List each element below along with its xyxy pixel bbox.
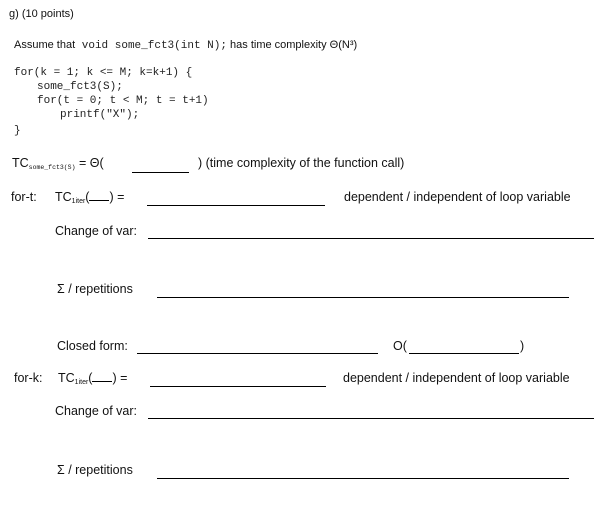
assume-suffix: has time complexity Θ(N³) <box>226 39 358 51</box>
paren-open: ( <box>88 371 93 385</box>
paren-open: ( <box>85 190 90 204</box>
code-line-5: } <box>14 125 21 137</box>
for-t-tc <box>55 190 124 205</box>
closed-form-label: Closed form: <box>57 339 128 353</box>
tc-subscript: 1iter <box>74 379 89 386</box>
sum-repetitions-label-2: Σ / repetitions <box>57 463 133 477</box>
answer-blank-for-k-arg[interactable] <box>92 372 112 382</box>
assume-code: void some_fct3(int N); <box>75 40 227 52</box>
tc-subscript: some_fct3(S) <box>28 164 76 171</box>
code-line-3: for(t = 0; t < M; t = t+1) <box>37 95 209 107</box>
answer-blank-sum-repetitions-1[interactable] <box>157 297 569 298</box>
answer-blank-for-k-tc[interactable] <box>150 386 326 387</box>
answer-blank-big-o[interactable] <box>409 353 519 354</box>
answer-blank-for-t-arg[interactable] <box>89 191 109 201</box>
answer-blank-closed-form[interactable] <box>137 353 378 354</box>
tc-call-description: ) (time complexity of the function call) <box>198 156 405 170</box>
answer-blank-change-of-var-2[interactable] <box>148 418 594 419</box>
for-t-label: for-t: <box>11 190 37 204</box>
for-k-label: for-k: <box>14 371 43 385</box>
answer-blank-tc-call[interactable] <box>132 172 189 173</box>
answer-blank-change-of-var-1[interactable] <box>148 238 594 239</box>
big-o-open: O( <box>393 339 407 353</box>
tc-function-call <box>12 156 104 171</box>
tc-label: TC <box>55 190 72 204</box>
code-line-1: for(k = 1; k <= M; k=k+1) { <box>14 67 193 79</box>
code-line-4: printf("X"); <box>60 109 140 121</box>
sum-repetitions-label-1: Σ / repetitions <box>57 282 133 296</box>
answer-blank-sum-repetitions-2[interactable] <box>157 478 569 479</box>
answer-blank-for-t-tc[interactable] <box>147 205 325 206</box>
tc-equals: = Θ( <box>78 156 104 170</box>
code-line-2: some_fct3(S); <box>37 81 123 93</box>
paren-close-equals: ) = <box>109 190 125 204</box>
question-title: g) (10 points) <box>9 8 74 20</box>
tc-subscript: 1iter <box>71 198 86 205</box>
tc-label: TC <box>12 156 29 170</box>
assume-statement <box>14 39 357 52</box>
tc-label: TC <box>58 371 75 385</box>
change-of-var-label-2: Change of var: <box>55 404 137 418</box>
for-k-tc <box>58 371 127 386</box>
assume-prefix: Assume that <box>14 39 76 51</box>
big-o-close: ) <box>520 339 525 353</box>
change-of-var-label-1: Change of var: <box>55 224 137 238</box>
paren-close-equals: ) = <box>112 371 128 385</box>
for-t-dependency: dependent / independent of loop variable <box>344 190 571 204</box>
for-k-dependency: dependent / independent of loop variable <box>343 371 570 385</box>
